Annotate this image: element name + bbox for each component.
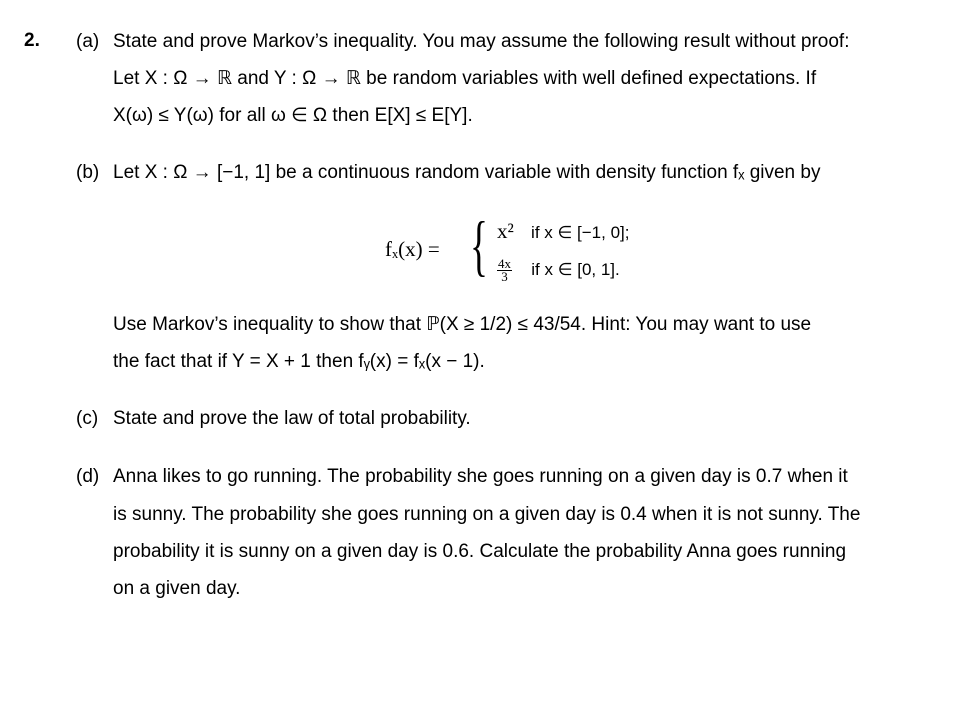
part-b-label: (b): [76, 162, 100, 183]
case-1-expression: x²: [497, 219, 514, 243]
question-number: 2.: [24, 30, 40, 51]
part-b-line-3: the fact that if Y = X + 1 then fᵧ(x) = fₓ(x − 1).: [113, 351, 485, 372]
fraction-numerator: 4x: [498, 255, 511, 271]
part-d-label: (d): [76, 466, 100, 487]
part-b-line-1: Let X : Ω → [−1, 1] be a continuous random variable with density function fₓ given by: [113, 162, 821, 183]
part-c-line-1: State and prove the law of total probability.: [113, 408, 471, 429]
case-2-fraction: [497, 255, 512, 284]
part-b-line-2: Use Markov’s inequality to show that ℙ(X ≥ 1/2) ≤ 43/54. Hint: You may want to use: [113, 314, 812, 335]
formula-case-1: [497, 219, 629, 244]
density-formula: [385, 207, 685, 293]
formula-lhs: fₓ(x) =: [385, 237, 440, 261]
part-d-line-2: is sunny. The probability she goes running on a given day is 0.4 when it is not sunny. The: [113, 504, 861, 525]
part-a-line-1: State and prove Markov’s inequality. You may assume the following result without proof:: [113, 31, 850, 52]
part-a-line-2: Let X : Ω → ℝ and Y : Ω → ℝ be random variables with well defined expectations. If: [113, 68, 817, 89]
part-c-label: (c): [76, 408, 99, 429]
case-1-condition: if x ∈ [−1, 0];: [531, 223, 630, 242]
left-brace-icon: {: [470, 207, 488, 283]
part-d-line-3: probability it is sunny on a given day is 0.6. Calculate the probability Anna goes running: [113, 541, 847, 562]
formula-case-2: [497, 256, 620, 283]
part-a-line-3: X(ω) ≤ Y(ω) for all ω ∈ Ω then E[X] ≤ E[Y].: [113, 105, 473, 126]
fraction-denominator: 3: [501, 268, 508, 284]
part-d-line-1: Anna likes to go running. The probability she goes running on a given day is 0.7 when it: [113, 466, 848, 487]
part-a-label: (a): [76, 31, 100, 52]
part-d-line-4: on a given day.: [113, 578, 241, 599]
case-2-condition: if x ∈ [0, 1].: [531, 260, 620, 279]
